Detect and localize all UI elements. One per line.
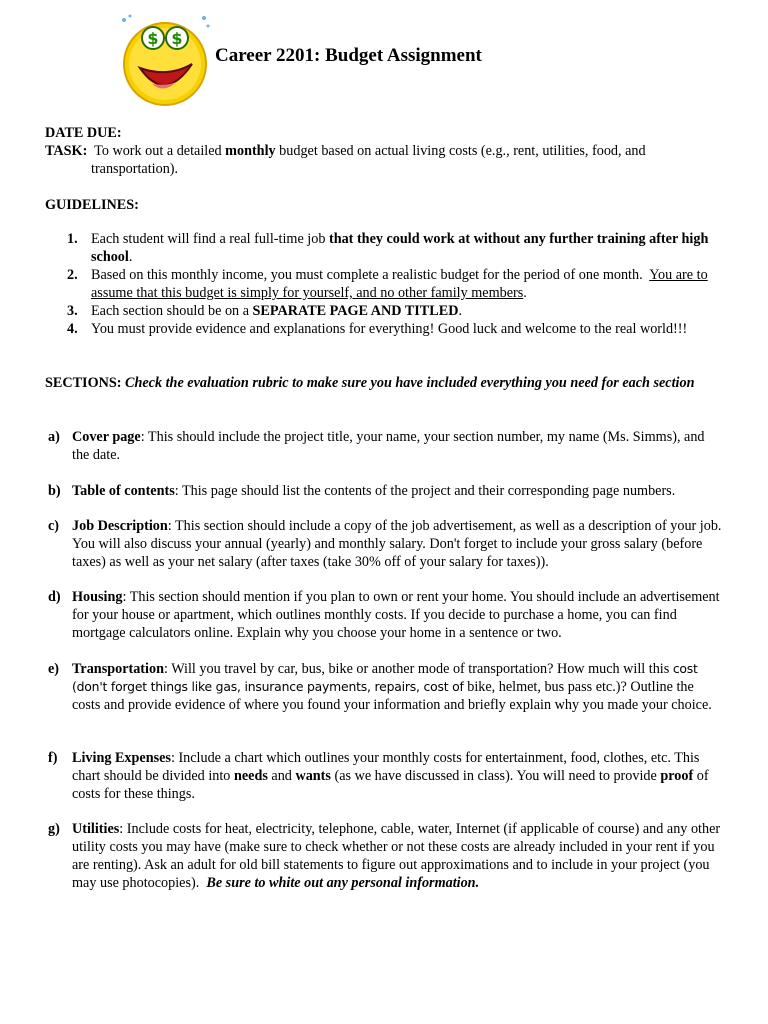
list-item: 4. You must provide evidence and explanations for everything! Good luck and welcome to the real world!!! [67, 321, 688, 337]
section-table-of-contents: b) Table of contents: This page should list the contents of the project and their corresponding page numbers. [48, 483, 676, 499]
task-text-after: budget based on actual living costs (e.g., rent, utilities, food, and transportation). [91, 143, 646, 177]
page-title: Career 2201: Budget Assignment [215, 45, 482, 66]
task-text-before: To work out a detailed [94, 143, 222, 159]
section-job-description: c) Job Description: This section should include a copy of the job advertisement, as well as a description of your job. You will also discuss your annual (yearly) and monthly salary. Don't forget to include your gross salary (before taxes) as well as your net salary (after taxes (take 30% off of your salary for taxes)). [48, 518, 722, 570]
date-due [45, 124, 725, 142]
list-item: 1. Each student will find a real full-time job that they could work at without any further training after high school. [67, 231, 709, 265]
guidelines-list [45, 230, 725, 338]
list-item: 3. Each section should be on a SEPARATE PAGE AND TITLED. [67, 303, 462, 319]
sections-label: SECTIONS: [45, 375, 122, 391]
svg-text:$: $ [147, 29, 159, 48]
date-due-label: DATE DUE: [45, 125, 122, 141]
section-utilities: g) Utilities: Include costs for heat, electricity, telephone, cable, water, Internet (if applicable of course) and any other utility costs you may have (make sure to check whether or not these costs are already included in your rent if you are renting). Ask an adult for old bill statements to figure out approximations and to include in your project (you may use photocopies). Be sure to white out any personal information. [48, 821, 721, 891]
section-cover-page: a) Cover page: This should include the project title, your name, your section number, my name (Ms. Simms), and the date. [48, 429, 705, 463]
section-transportation: e) Transportation: Will you travel by car, bus, bike or another mode of transportation? How much will this cost (don't forget things like gas, insurance payments, repairs, cost of bike, helmet, bus pass etc.)? Outline the costs and provide evidence of where you found your information and briefly explain why you made your choice. [48, 661, 712, 713]
section-living-expenses: f) Living Expenses: Include a chart which outlines your monthly costs for entertainment, food, clothes, etc. This chart should be divided into needs and wants (as we have discussed in class). You will need to provide proof of costs for these things. [48, 750, 709, 802]
guidelines-heading: GUIDELINES: [45, 197, 139, 213]
task-bold: monthly [225, 143, 276, 159]
task [45, 142, 725, 178]
section-housing: d) Housing: This section should mention if you plan to own or rent your home. You should include an advertisement for your house or apartment, which outlines monthly costs. If you decide to purchase a home, you can find mortgage calculators online. Explain why you choose your home in a sentence or two. [48, 589, 720, 641]
money-eyes-smiley-icon [118, 12, 212, 108]
sections-intro [45, 374, 725, 392]
list-item: 2. Based on this monthly income, you must complete a realistic budget for the period of one month. You are to assume that this budget is simply for yourself, and no other family members. [67, 267, 708, 301]
svg-text:$: $ [171, 29, 183, 48]
task-label: TASK: [45, 143, 88, 159]
sections-note: Check the evaluation rubric to make sure you have included everything you need for each section [125, 375, 695, 391]
